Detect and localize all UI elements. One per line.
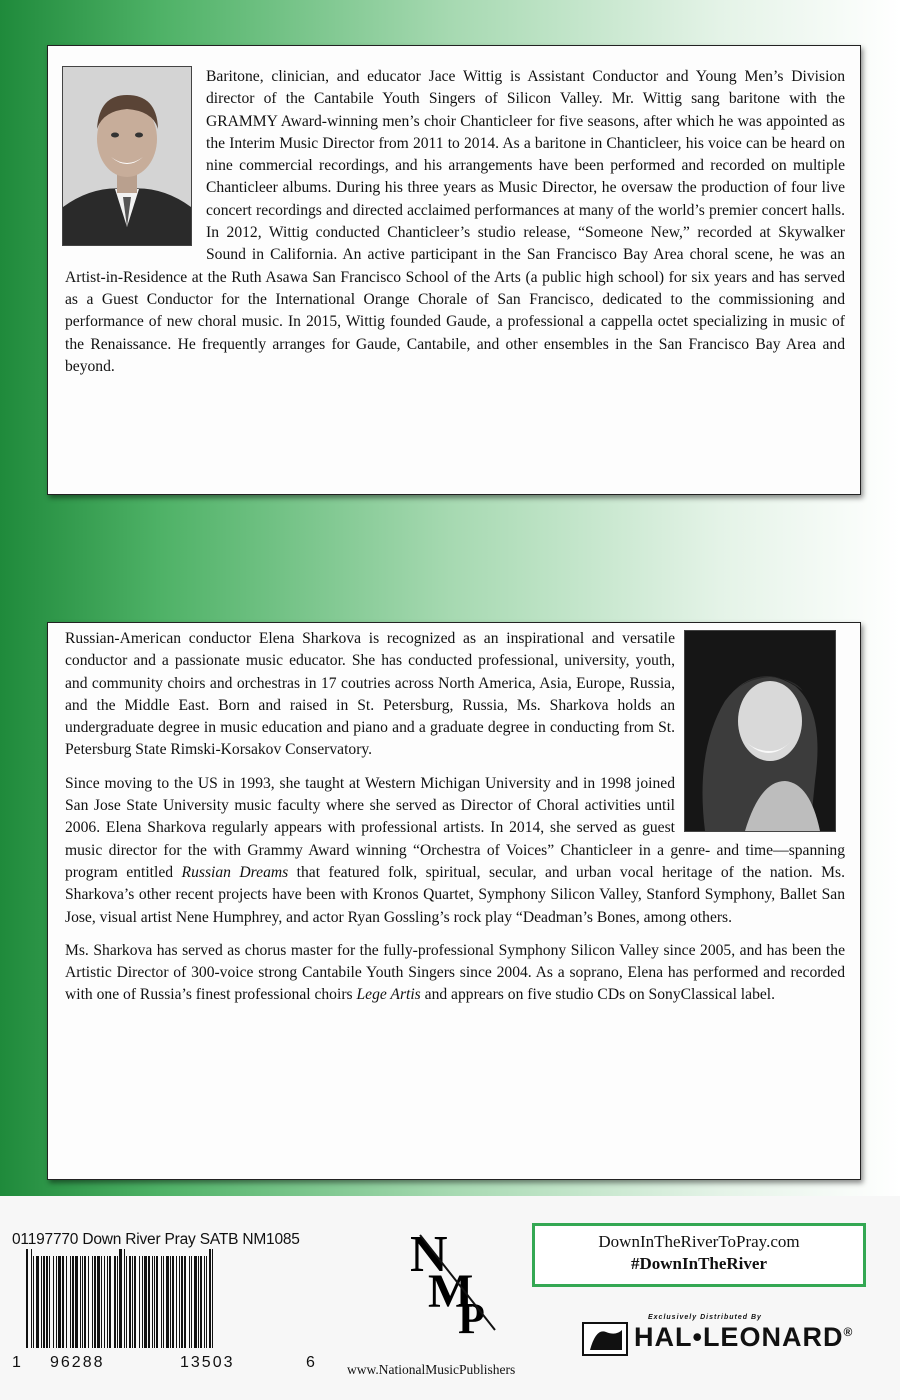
- barcode: [26, 1256, 316, 1348]
- bio-box-jace-wittig: [47, 45, 861, 495]
- barcode-bar: [119, 1249, 122, 1348]
- svg-text:N: N: [410, 1226, 448, 1283]
- svg-text:M: M: [428, 1265, 474, 1318]
- barcode-digits-group-1: 96288: [50, 1354, 105, 1371]
- hal-leonard-logo-icon: [582, 1322, 628, 1356]
- barcode-bar: [191, 1256, 192, 1348]
- barcode-bar: [66, 1256, 67, 1348]
- barcode-bar: [49, 1256, 50, 1348]
- barcode-bar: [75, 1256, 78, 1348]
- website-box: [532, 1223, 866, 1287]
- barcode-bar: [94, 1256, 96, 1348]
- svg-text:P: P: [458, 1294, 485, 1335]
- barcode-bar: [204, 1256, 205, 1348]
- barcode-bar: [107, 1256, 108, 1348]
- barcode-bar: [62, 1256, 64, 1348]
- barcode-bar: [176, 1256, 177, 1348]
- distributor-name: HAL•LEONARD®: [634, 1322, 854, 1352]
- barcode-bar: [170, 1256, 171, 1348]
- barcode-bar: [92, 1256, 93, 1348]
- barcode-digit-left: 1: [12, 1354, 23, 1371]
- distributor-note: Exclusively Distributed By: [648, 1314, 762, 1321]
- barcode-bar: [124, 1249, 125, 1348]
- barcode-bar: [163, 1256, 164, 1348]
- barcode-bar: [117, 1256, 118, 1348]
- barcode-bar: [200, 1256, 202, 1348]
- barcode-bar: [41, 1256, 42, 1348]
- barcode-bar: [179, 1256, 180, 1348]
- barcode-bar: [166, 1256, 169, 1348]
- barcode-bar: [144, 1256, 147, 1348]
- publisher-url[interactable]: www.NationalMusicPublishers: [347, 1362, 516, 1377]
- catalog-number: 01197770 Down River Pray SATB NM1085: [12, 1231, 300, 1248]
- barcode-bar: [189, 1256, 190, 1348]
- barcode-bar: [154, 1256, 155, 1348]
- barcode-bar: [84, 1256, 86, 1348]
- barcode-bar: [46, 1256, 48, 1348]
- barcode-bar: [36, 1256, 39, 1348]
- barcode-bar: [134, 1256, 136, 1348]
- barcode-bar: [82, 1256, 83, 1348]
- barcode-bar: [53, 1256, 54, 1348]
- barcode-bar: [88, 1256, 89, 1348]
- barcode-digits-group-2: 13503: [180, 1354, 235, 1371]
- barcode-bar: [101, 1256, 102, 1348]
- barcode-digit-right: 6: [306, 1354, 317, 1371]
- barcode-bar: [58, 1256, 61, 1348]
- barcode-bar: [97, 1256, 100, 1348]
- barcode-bar: [172, 1256, 174, 1348]
- barcode-bar: [72, 1256, 74, 1348]
- barcode-bar: [156, 1256, 158, 1348]
- bio-text-jace-wittig: Baritone, clinician, and educator Jace Wittig is Assistant Conductor and Young Men’s Division director of the Cantabile Youth Singers of Silicon Valley. Mr. Wittig sang baritone with the GRAMMY Award-winning men’s choir Chanticleer for five seasons, after which he was appointed as the Interim Music Director from 2011 to 2014. As a baritone in Chanticleer, his voice can be heard on nine commercial recordings, and his arrangements have been performed and recorded on multiple Chanticleer albums. During his three years as Music Director, he oversaw the production of four live concert recordings and directed acclaimed performances at many of the world’s premier concert halls. In 2012, Wittig conducted Chanticleer’s studio release, “Someone New,” recorded at Skywalker Sound in California. An active participant in the San Francisco Bay Area choral scene, he was an Artist-in-Residence at the Ruth Asawa San Francisco School of the Arts (a public high school) for six years and has served as a Guest Conductor for the International Orange Chorale of San Francisco, dedicated to the commissioning and performance of new choral music. In 2015, Wittig founded Gaude, a professional a cappella octet specializing in music of the Renaissance. He frequently arranges for Gaude, Cantabile, and other ensembles in the San Francisco Bay Area and beyond.: [65, 68, 845, 375]
- barcode-bar: [209, 1249, 211, 1348]
- barcode-bar: [43, 1256, 45, 1348]
- barcode-bar: [161, 1256, 162, 1348]
- barcode-bar: [26, 1249, 28, 1348]
- barcode-bar: [70, 1256, 71, 1348]
- barcode-bar: [104, 1256, 105, 1348]
- bio2-paragraph-3: Ms. Sharkova has served as chorus master for the fully-professional Symphony Silicon Valley since 2005, and has been the Artistic Director of 300-voice strong Cantabile Youth Singers since 2004. As a soprano, Elena has performed and recorded with one of Russia’s finest professional choirs Lege Artis and apprears on five studio CDs on SonyClassical label.: [65, 941, 845, 1004]
- barcode-bar: [114, 1256, 116, 1348]
- website-url[interactable]: DownInTheRiverToPray.com: [598, 1232, 800, 1251]
- barcode-bar: [33, 1256, 34, 1348]
- barcode-bar: [152, 1256, 153, 1348]
- barcode-bar: [126, 1256, 127, 1348]
- barcode-bar: [109, 1256, 111, 1348]
- hashtag: #DownInTheRiver: [630, 1254, 767, 1273]
- barcode-bar: [206, 1256, 207, 1348]
- bio-text-elena-sharkova: [65, 628, 845, 1018]
- barcode-bar: [56, 1256, 57, 1348]
- barcode-bar: [80, 1256, 81, 1348]
- barcode-bar: [194, 1256, 197, 1348]
- bio-box-elena-sharkova: [47, 622, 861, 1180]
- barcode-bar: [184, 1256, 186, 1348]
- barcode-bar: [139, 1256, 140, 1348]
- barcode-bar: [129, 1256, 131, 1348]
- barcode-bar: [148, 1256, 150, 1348]
- nmp-logo-icon: [400, 1225, 510, 1335]
- bio2-paragraph-1: Russian-American conductor Elena Sharkova is recognized as an inspirational and versatile conductor and a passionate music educator. She has conducted professional, university, youth, and community choirs and orchestras in 17 coutries across North America, Asia, Europe, Russia, and the Middle East. Born and raised in St. Petersburg, Russia, Ms. Sharkova holds an undergraduate degree in music education and piano and a graduate degree in conducting from St. Petersburg State Rimski-Korsakov Conservatory.: [65, 630, 675, 759]
- bio2-paragraph-2: Since moving to the US in 1993, she taught at Western Michigan University and in 1998 joined San Jose State University music faculty where she served as Director of Choral activities until 2006. Elena Sharkova regularly appears with professional artists. In 2014, she served as guest music director for the with Grammy Award winning “Orchestra of Voices” Chanticleer in a genre- and time—spanning program entitled Russian Dreams that featured folk, spiritual, secular, and urban vocal heritage of the nation. Ms. Sharkova’s other recent projects have been with Kronos Quartet, Symphony Silicon Valley, Stanford Symphony, Ballet San Jose, visual artist Nene Humphrey, and actor Ryan Gossling’s rock play “Deadman’s Bones, among others.: [65, 774, 845, 926]
- barcode-bar: [142, 1256, 143, 1348]
- barcode-bar: [181, 1256, 183, 1348]
- barcode-bar: [132, 1256, 133, 1348]
- barcode-bar: [31, 1249, 32, 1348]
- barcode-bar: [198, 1256, 199, 1348]
- barcode-bar: [212, 1249, 213, 1348]
